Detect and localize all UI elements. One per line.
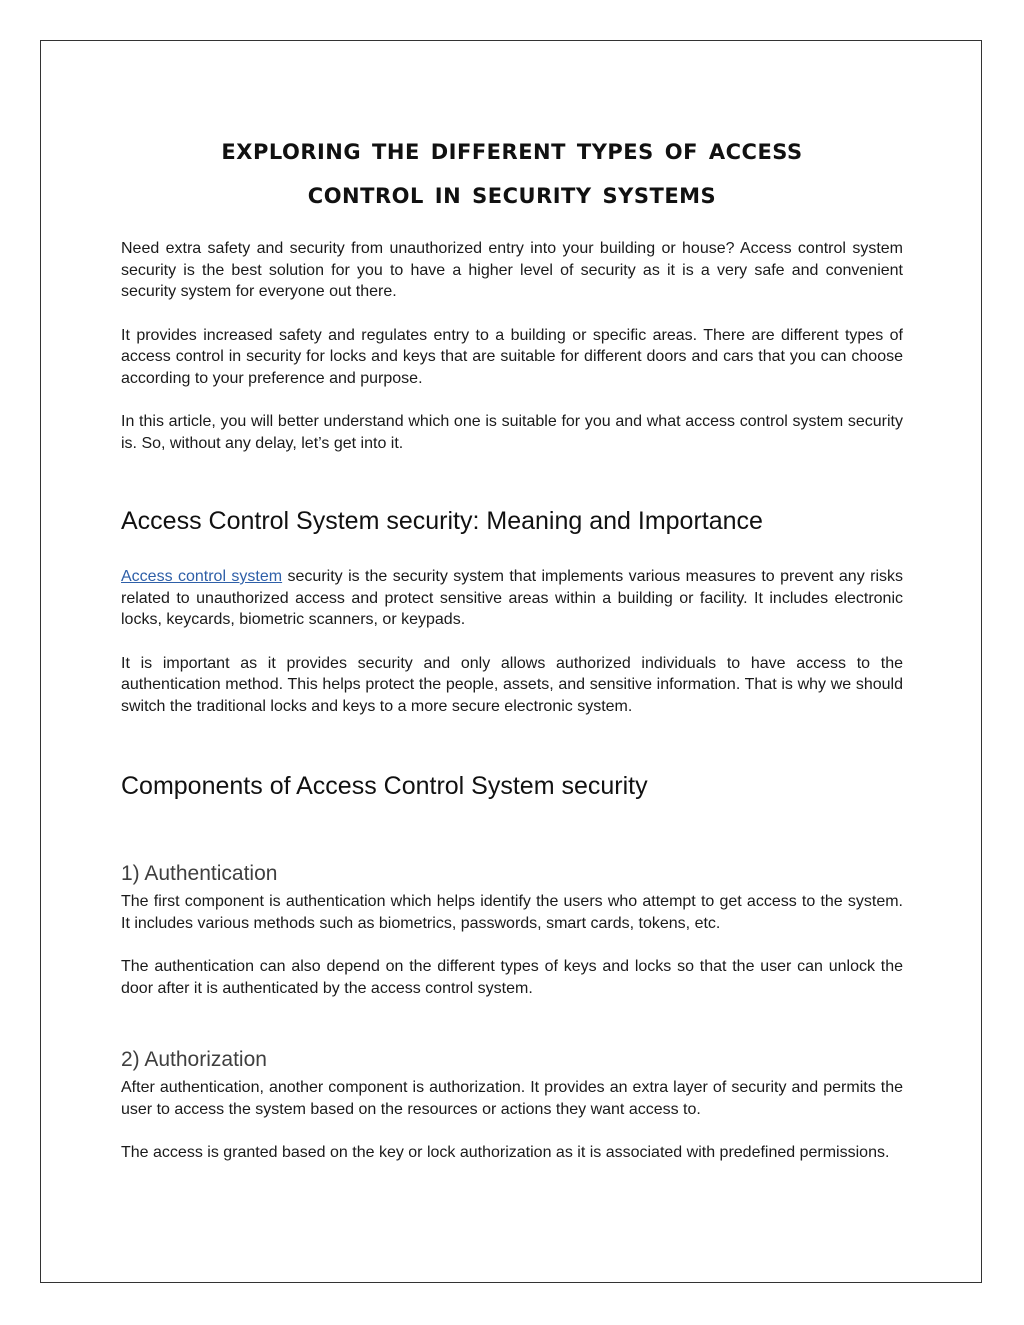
- subheading-authentication: 1) Authentication: [121, 862, 278, 885]
- section-heading-meaning: Access Control System security: Meaning and Importance: [121, 507, 763, 535]
- meaning-paragraph-1-text: security is the security system that implements various measures to prevent any risks related to unauthorized access and protect sensitive areas within a building or facility. It includes electronic locks, keycards, biometric scanners, or keypads.: [121, 568, 904, 628]
- intro-paragraph-2: It provides increased safety and regulates entry to a building or specific areas. There are different types of access control in security for locks and keys that are suitable for different doors and cars that you can choose according to your preference and purpose.: [121, 326, 903, 387]
- access-control-system-link[interactable]: Access control system: [121, 568, 283, 585]
- title-line-1: exploring the different types of access: [221, 132, 803, 167]
- section-heading-components: Components of Access Control System security: [121, 772, 648, 800]
- subheading-authorization: 2) Authorization: [121, 1048, 267, 1071]
- title-line-2: control in security systems: [307, 176, 717, 211]
- authorization-paragraph-2: The access is granted based on the key or lock authorization as it is associated with predefined permissions.: [121, 1144, 890, 1161]
- meaning-paragraph-2: It is important as it provides security and only allows authorized individuals to have access to the authentication method. This helps protect the people, assets, and sensitive information. That is why we should switch the traditional locks and keys to a more secure electronic system.: [121, 654, 903, 715]
- intro-paragraph-3: In this article, you will better understand which one is suitable for you and what access control system security is. So, without any delay, let’s get into it.: [121, 413, 903, 452]
- meaning-paragraph-1: [121, 566, 903, 631]
- document-title: [121, 128, 903, 216]
- authentication-paragraph-1: The first component is authentication which helps identify the users who attempt to get access to the system. It includes various methods such as biometrics, passwords, smart cards, tokens, etc.: [121, 893, 903, 932]
- authorization-paragraph-1: After authentication, another component is authorization. It provides an extra layer of security and permits the user to access the system based on the resources or actions they want access to.: [121, 1079, 903, 1118]
- document-body: [121, 128, 903, 1164]
- intro-paragraph-1: Need extra safety and security from unauthorized entry into your building or house? Access control system security is the best solution for you to have a higher level of security as it is a very safe and convenient security system for everyone out there.: [121, 240, 903, 300]
- authentication-paragraph-2: The authentication can also depend on the different types of keys and locks so that the user can unlock the door after it is authenticated by the access control system.: [121, 958, 903, 997]
